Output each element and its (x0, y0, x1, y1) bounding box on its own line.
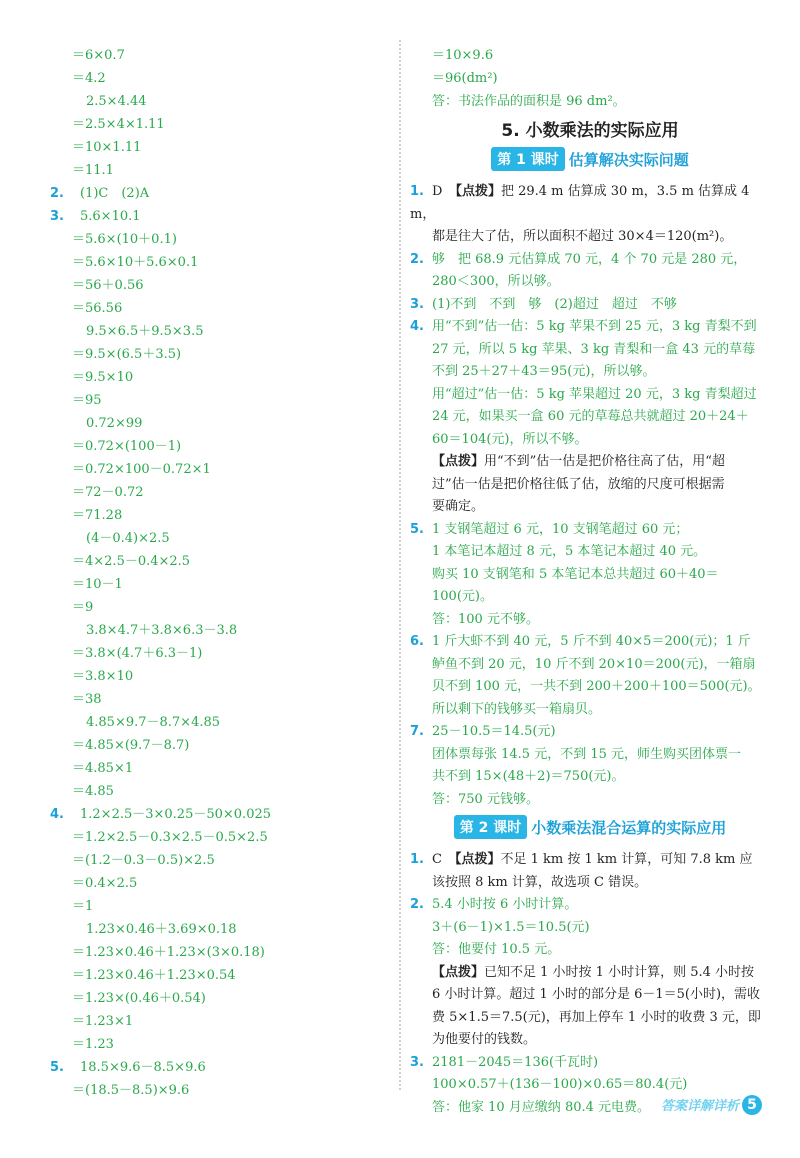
solution-line (50, 918, 390, 941)
line-text: ＝0.72×100－0.72×1 (72, 462, 211, 477)
solution-line (50, 44, 390, 67)
lesson-badge: 第 2 课时 (454, 815, 528, 839)
left-column (50, 44, 390, 1102)
line-text: ＝4.85×(9.7－8.7) (72, 738, 190, 753)
solution-line (50, 297, 390, 320)
line-text: 5.6×10.1 (80, 209, 141, 224)
solution-line (50, 826, 390, 849)
footer-label: 答案详解详析 (660, 1099, 739, 1114)
l2-question-1: 1. C 【点拨】不足 1 km 按 1 km 计算，可知 7.8 km 应 该按照 8 km 计算，故选项 C 错误。 (410, 852, 753, 890)
line-text: ＝1.23 (72, 1037, 114, 1052)
question-3: 3. (1)不到 不到 够 (2)超过 超过 不够 (410, 296, 677, 312)
question-number: 4. (50, 807, 64, 822)
question-6: 6. 1 斤大虾不到 40 元，5 斤不到 40×5＝200(元)；1 斤 鲈鱼不到 20 元，10 斤不到 20×10＝200(元)，一箱扇 贝不到 100 元，一共不到 200＋200＋100＝500(元)。 所以剩下的钱够买一箱扇贝。 (410, 634, 761, 717)
question-line (50, 1056, 390, 1079)
line-text: ＝11.1 (72, 163, 114, 178)
line-text: ＝1.2×2.5－0.3×2.5－0.5×2.5 (72, 830, 268, 845)
line-text: ＝5.6×10＋5.6×0.1 (72, 255, 199, 270)
line-text: ＝0.72×(100－1) (72, 439, 182, 454)
solution-line (50, 849, 390, 872)
line-text: ＝1.23×1 (72, 1014, 134, 1029)
line-text: ＝1.23×0.46＋1.23×(3×0.18) (72, 945, 265, 960)
solution-line (50, 481, 390, 504)
line-text: ＝4.2 (72, 71, 106, 86)
line-text: ＝10－1 (72, 577, 123, 592)
line-text: ＝4.85 (72, 784, 114, 799)
line-text: 1.2×2.5－3×0.25－50×0.025 (80, 807, 272, 822)
line-text: ＝1 (72, 899, 94, 914)
section-title: 5. 小数乘法的实际应用 (501, 121, 679, 141)
solution-line (50, 711, 390, 734)
question-line (50, 182, 390, 205)
line-text: 4.85×9.7－8.7×4.85 (86, 715, 221, 730)
line-text: ＝(18.5－8.5)×9.6 (72, 1083, 190, 1098)
right-column (410, 44, 770, 1119)
column-divider (399, 40, 401, 1090)
line-text: ＝(1.2－0.3－0.5)×2.5 (72, 853, 215, 868)
solution-line (50, 67, 390, 90)
question-7: 7. 25－10.5＝14.5(元) 团体票每张 14.5 元，不到 15 元，师生购买团体票一 共不到 15×(48＋2)＝750(元)。 答：750 元钱够。 (410, 724, 742, 807)
solution-line (50, 1010, 390, 1033)
line-text: ＝10×1.11 (72, 140, 142, 155)
line-text: ＝56＋0.56 (72, 278, 144, 293)
solution-line (50, 964, 390, 987)
solution-line (50, 366, 390, 389)
line-text: ＝0.4×2.5 (72, 876, 138, 891)
solution-line (50, 757, 390, 780)
l2-question-3: 3. 2181－2045＝136(千瓦时) 100×0.57＋(136－100)×0.65＝80.4(元) 答：他家 10 月应缴纳 80.4 元电费。 (410, 1054, 688, 1115)
line-text: ＝3.8×(4.7＋6.3－1) (72, 646, 203, 661)
solution-line (50, 274, 390, 297)
line-text: ＝9 (72, 600, 94, 615)
line-text: ＝56.56 (72, 301, 123, 316)
line-text: 2.5×4.44 (86, 94, 147, 109)
solution-line (50, 872, 390, 895)
solution-line (50, 550, 390, 573)
solution-line (50, 113, 390, 136)
solution-line (50, 389, 390, 412)
line-text: ＝38 (72, 692, 102, 707)
l2-question-2-tip: 【点拨】已知不足 1 小时按 1 小时计算，则 5.4 小时按 6 小时计算。超过 1 小时的部分是 6－1＝5(小时)，需收 费 5×1.5＝7.5(元)，再加上停车 1 小时的收费 3 元，即 为他要付的钱数。 (432, 964, 761, 1047)
line-text: ＝4×2.5－0.4×2.5 (72, 554, 191, 569)
question-number: 5. (50, 1060, 64, 1075)
solution-line (50, 412, 390, 435)
line-text: ＝1.23×(0.46＋0.54) (72, 991, 206, 1006)
question-4: 4. 用“不到”估一估：5 kg 苹果不到 25 元，3 kg 青梨不到 27 元，所以 5 kg 苹果、3 kg 青梨和一盒 43 元的草莓 不到 25＋27＋43＝95(元)，所以够。 用“超过”估一估：5 kg 苹果超过 20 元，3 kg 青梨超过 24 元，如果买一盒 60 元的草莓总共就超过 20＋24＋ 60＝104(元)，所以不够。 (410, 319, 757, 447)
page-number: 5 (742, 1095, 762, 1115)
solution-line (50, 642, 390, 665)
line-text: ＝9.5×(6.5＋3.5) (72, 347, 182, 362)
solution-line (50, 987, 390, 1010)
line-text: ＝1.23×0.46＋1.23×0.54 (72, 968, 236, 983)
solution-line (50, 251, 390, 274)
line-text: ＝6×0.7 (72, 48, 125, 63)
page-footer (661, 1094, 762, 1118)
question-5: 5. 1 支钢笔超过 6 元，10 支钢笔超过 60 元； 1 本笔记本超过 8 元，5 本笔记本超过 40 元。 购买 10 支钢笔和 5 本笔记本总共超过 60＋40＝100(元)。 答：100 元不够。 (410, 521, 719, 627)
lesson-badge: 第 1 课时 (491, 147, 565, 171)
solution-line (50, 320, 390, 343)
question-number: 2. (50, 186, 64, 201)
solution-line (50, 941, 390, 964)
line-text: 9.5×6.5＋9.5×3.5 (86, 324, 204, 339)
solution-line (50, 596, 390, 619)
continuation-answer: 答：书法作品的面积是 96 dm²。 (432, 94, 626, 109)
solution-line (50, 780, 390, 803)
continuation-line: ＝10×9.6 (432, 48, 494, 63)
solution-line (50, 343, 390, 366)
question-number: 3. (50, 209, 64, 224)
solution-line (50, 435, 390, 458)
solution-line (50, 1033, 390, 1056)
line-text: (4－0.4)×2.5 (86, 531, 170, 546)
solution-line (50, 159, 390, 182)
line-text: 18.5×9.6－8.5×9.6 (80, 1060, 206, 1075)
l2-question-2: 2. 5.4 小时按 6 小时计算。 3＋(6－1)×1.5＝10.5(元) 答：他要付 10.5 元。 (410, 897, 590, 957)
solution-line (50, 458, 390, 481)
continuation-line: ＝96(dm²) (432, 71, 498, 86)
line-text: ＝71.28 (72, 508, 123, 523)
question-1: 1. D 【点拨】把 29.4 m 估算成 30 m，3.5 m 估算成 4 m， 都是往大了估，所以面积不超过 30×4＝120(m²)。 (410, 184, 750, 244)
line-text: ＝72－0.72 (72, 485, 144, 500)
line-text: ＝4.85×1 (72, 761, 134, 776)
line-text: 1.23×0.46＋3.69×0.18 (86, 922, 237, 937)
question-line (50, 205, 390, 228)
solution-line (50, 228, 390, 251)
solution-line (50, 688, 390, 711)
line-text: ＝5.6×(10＋0.1) (72, 232, 177, 247)
solution-line (50, 1079, 390, 1102)
lesson-title: 小数乘法混合运算的实际应用 (531, 818, 727, 837)
lesson-1-header (410, 147, 770, 175)
question-line (50, 803, 390, 826)
solution-line (50, 504, 390, 527)
solution-line (50, 136, 390, 159)
lesson-2-header (410, 815, 770, 843)
solution-line (50, 527, 390, 550)
line-text: (1)C (2)A (80, 186, 150, 201)
solution-line (50, 665, 390, 688)
solution-line (50, 619, 390, 642)
solution-line (50, 90, 390, 113)
solution-line (50, 895, 390, 918)
question-4-tip: 【点拨】用“不到”估一估是把价格往高了估，用“超 过”估一估是把价格往低了估，放缩的尺度可根据需 要确定。 (432, 454, 725, 514)
line-text: ＝95 (72, 393, 102, 408)
question-2: 2. 够 把 68.9 元估算成 70 元，4 个 70 元是 280 元， 280＜300，所以够。 (410, 251, 747, 289)
line-text: 3.8×4.7＋3.8×6.3－3.8 (86, 623, 238, 638)
solution-line (50, 734, 390, 757)
lesson-title: 估算解决实际问题 (568, 150, 689, 169)
solution-line (50, 573, 390, 596)
line-text: ＝9.5×10 (72, 370, 134, 385)
line-text: 0.72×99 (86, 416, 143, 431)
line-text: ＝2.5×4×1.11 (72, 117, 165, 132)
line-text: ＝3.8×10 (72, 669, 134, 684)
